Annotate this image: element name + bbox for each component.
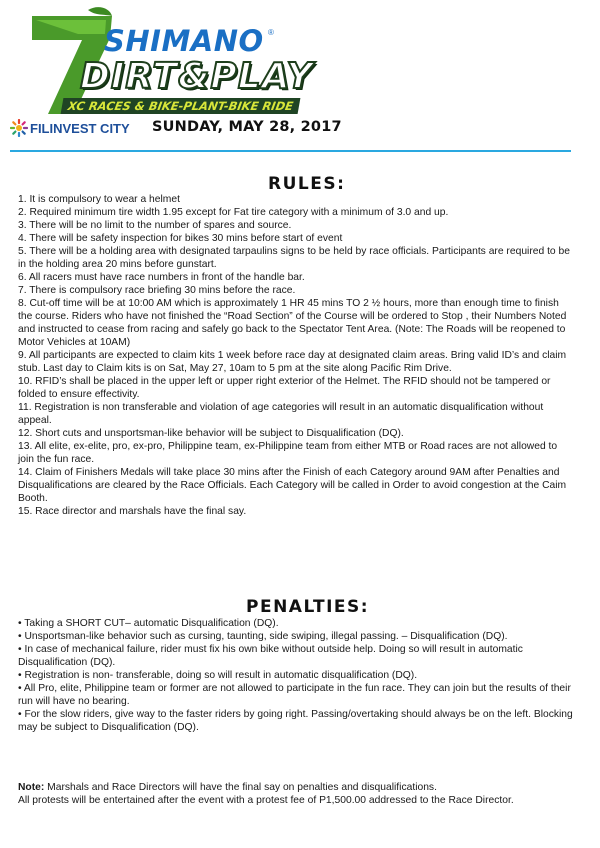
penalty-item: • For the slow riders, give way to the faster riders by going right. Passing/overtaking should always be on the left. Blocking may be subject to Disqualification (DQ). bbox=[18, 709, 573, 733]
rules-title: RULES: bbox=[268, 174, 346, 194]
note-text: Marshals and Race Directors will have the final say on penalties and disqualifications. bbox=[44, 782, 437, 793]
rules-list bbox=[18, 193, 574, 518]
rule-item: 5. There will be a holding area with designated tarpaulins signs to be held by race officials. Participants are required to be in the holding area 20 mins before gunstart. bbox=[18, 246, 570, 270]
rule-item: 12. Short cuts and unsportsman-like behavior will be subject to Disqualification (DQ). bbox=[18, 428, 404, 439]
penalties-list bbox=[18, 617, 574, 734]
penalty-item: • Taking a SHORT CUT– automatic Disqualification (DQ). bbox=[18, 618, 279, 629]
rule-item: 9. All participants are expected to claim kits 1 week before race day at designated claim areas. Bring valid ID’s and claim stub. Last day to Claim kits is on Sat, May 27, 10am to 5 pm at the site along Pacific Rim Drive. bbox=[18, 350, 567, 374]
registered-mark: ® bbox=[268, 28, 274, 37]
rule-item: 13. All elite, ex-elite, pro, ex-pro, Philippine team, ex-Philippine team from either MTB or Road races are not allowed to join the fun race. bbox=[18, 441, 558, 465]
event-title: DIRT&PLAY bbox=[80, 56, 314, 97]
event-date: SUNDAY, MAY 28, 2017 bbox=[152, 119, 342, 135]
rule-item: 3. There will be no limit to the number of spares and source. bbox=[18, 220, 292, 231]
penalty-item: • All Pro, elite, Philippine team or former are not allowed to participate in the fun race. They can join but the results of their run will have no bearing. bbox=[18, 683, 571, 707]
rule-item: 4. There will be safety inspection for bikes 30 mins before start of event bbox=[18, 233, 343, 244]
rule-item: 2. Required minimum tire width 1.95 except for Fat tire category with a minimum of 3.0 and up. bbox=[18, 207, 449, 218]
event-tagline: XC RACES & BIKE-PLANT-BIKE RIDE bbox=[61, 98, 301, 114]
penalty-item: • In case of mechanical failure, rider must fix his own bike without outside help. Doing so will result in automatic Disqualification (DQ). bbox=[18, 644, 523, 668]
rule-item: 7. There is compulsory race briefing 30 mins before the race. bbox=[18, 285, 296, 296]
shimano-logo: SHIMANO bbox=[104, 24, 264, 58]
header-divider bbox=[10, 150, 571, 152]
note-line bbox=[18, 781, 574, 794]
rule-item: 10. RFID’s shall be placed in the upper left or upper right exterior of the Helmet. The RFID should not be tampered or folded to ensure effectivity. bbox=[18, 376, 551, 400]
venue-label: FILINVEST CITY bbox=[30, 121, 130, 136]
filinvest-sun-icon bbox=[10, 119, 28, 137]
rule-item: 11. Registration is non transferable and violation of age categories will result in an automatic disqualification without appeal. bbox=[18, 402, 544, 426]
note-label: Note: bbox=[18, 782, 45, 793]
penalties-title: PENALTIES: bbox=[246, 597, 370, 617]
penalty-item: • Registration is non- transferable, doing so will result in automatic disqualification (DQ). bbox=[18, 670, 418, 681]
protest-line: All protests will be entertained after the event with a protest fee of P1,500.00 addressed to the Race Director. bbox=[18, 795, 514, 806]
penalty-item: • Unsportsman-like behavior such as cursing, taunting, side swiping, illegal passing. – Disqualification (DQ). bbox=[18, 631, 508, 642]
rule-item: 8. Cut-off time will be at 10:00 AM which is approximately 1 HR 45 mins TO 2 ½ hours, more than enough time to finish the course. Riders who have not finished the “Road Section” of the Course will be ordered to Stop , their Numbers Noted and instructed to cease from racing and safely go back to the Spectator Tent Area. (Note: The Roads will be reopened to Motor Vehicles at 10AM) bbox=[18, 298, 567, 348]
footer-note bbox=[18, 781, 574, 807]
rule-item: 6. All racers must have race numbers in front of the handle bar. bbox=[18, 272, 305, 283]
rule-item: 1. It is compulsory to wear a helmet bbox=[18, 194, 180, 205]
rule-item: 15. Race director and marshals have the final say. bbox=[18, 506, 247, 517]
rule-item: 14. Claim of Finishers Medals will take place 30 mins after the Finish of each Category around 9AM after Penalties and Disqualifications are cleared by the Race Officials. Each Category will be called in Order to avoid congestion at the Caim Booth. bbox=[18, 467, 567, 504]
event-header bbox=[0, 0, 600, 150]
